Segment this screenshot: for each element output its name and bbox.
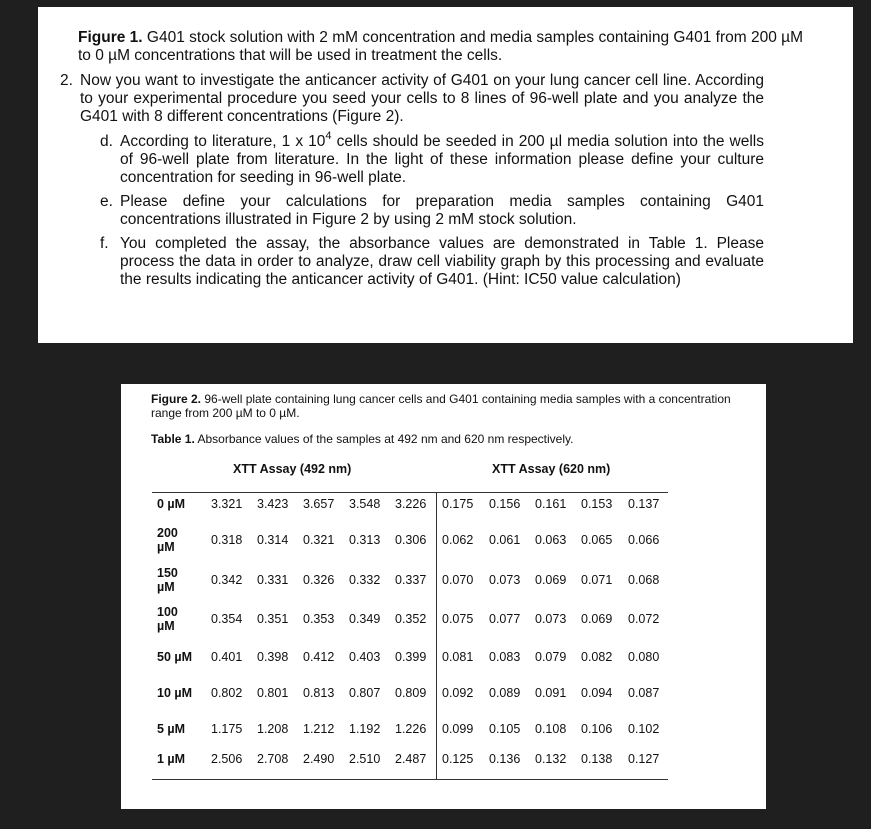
- cell-620: 0.073: [535, 612, 567, 626]
- figure2-text: 96-well plate containing lung cancer cells and G401 containing media samples with a concentration range from 200 µM to 0 µM.: [151, 392, 731, 420]
- cell-492: 0.306: [395, 533, 427, 547]
- table-row: [121, 721, 766, 751]
- table-row: [121, 496, 766, 526]
- row-label: 150 µM: [157, 566, 178, 594]
- cell-620: 0.106: [581, 722, 613, 736]
- cell-492: 3.548: [349, 497, 381, 511]
- figure2-label: Figure 2.: [151, 392, 202, 406]
- cell-620: 0.071: [581, 573, 613, 587]
- cell-492: 0.326: [303, 573, 335, 587]
- cell-620: 0.156: [489, 497, 521, 511]
- cell-492: 0.412: [303, 650, 335, 664]
- cell-620: 0.070: [442, 573, 474, 587]
- cell-492: 0.807: [349, 686, 381, 700]
- question-2-text: Now you want to investigate the anticancer activity of G401 on your lung cancer cell line. According to your experimental procedure you seed your cells to 8 lines of 96-well plate and you analyze the G401 with 8 different concentrations (Figure 2).: [80, 72, 764, 125]
- row-label: 100 µM: [157, 605, 178, 633]
- cell-492: 2.490: [303, 752, 335, 766]
- cell-620: 0.153: [581, 497, 613, 511]
- cell-492: 0.354: [211, 612, 243, 626]
- table-row: [121, 751, 766, 781]
- row-label: 10 µM: [157, 686, 192, 700]
- cell-492: 0.353: [303, 612, 335, 626]
- question-2: [60, 72, 764, 126]
- question-e-letter: e.: [100, 193, 113, 210]
- table1-caption: [151, 432, 573, 446]
- cell-492: 0.332: [349, 573, 381, 587]
- cell-620: 0.075: [442, 612, 474, 626]
- cell-492: 1.192: [349, 722, 381, 736]
- cell-492: 3.226: [395, 497, 427, 511]
- cell-620: 0.083: [489, 650, 521, 664]
- cell-492: 0.313: [349, 533, 381, 547]
- cell-620: 0.081: [442, 650, 474, 664]
- question-e-text: Please define your calculations for preparation media samples containing G401 concentrations illustrated in Figure 2 by using 2 mM stock solution.: [120, 193, 764, 228]
- table-row: [121, 566, 766, 602]
- figure2-caption: [151, 392, 741, 420]
- table1-label: Table 1.: [151, 432, 195, 446]
- figure1-caption: [78, 29, 803, 65]
- cell-620: 0.079: [535, 650, 567, 664]
- cell-492: 0.337: [395, 573, 427, 587]
- cell-492: 0.351: [257, 612, 289, 626]
- cell-492: 0.399: [395, 650, 427, 664]
- cell-620: 0.063: [535, 533, 567, 547]
- question-f: [100, 235, 764, 289]
- cell-620: 0.080: [628, 650, 660, 664]
- question-f-text: You completed the assay, the absorbance values are demonstrated in Table 1. Please process the data in order to analyze, draw cell viability graph by this processing and evaluate the results indicating the anticancer activity of G401. (Hint: IC50 value calculation): [120, 235, 764, 288]
- table-top-rule: [152, 492, 668, 493]
- table-row: [121, 649, 766, 679]
- table1-caption-text: Absorbance values of the samples at 492 nm and 620 nm respectively.: [194, 432, 574, 446]
- question-d-text-before: According to literature, 1 x 10: [120, 133, 326, 150]
- cell-492: 1.208: [257, 722, 289, 736]
- cell-620: 0.125: [442, 752, 474, 766]
- row-label: 200 µM: [157, 526, 178, 554]
- figure1-text: G401 stock solution with 2 mM concentration and media samples containing G401 from 200 µM to 0 µM concentrations that will be used in treatment the cells.: [78, 29, 803, 64]
- cell-620: 0.094: [581, 686, 613, 700]
- cell-492: 2.510: [349, 752, 381, 766]
- row-label: 50 µM: [157, 650, 192, 664]
- table-panel: [121, 384, 766, 809]
- table-row: [121, 526, 766, 562]
- cell-620: 0.099: [442, 722, 474, 736]
- cell-620: 0.069: [581, 612, 613, 626]
- cell-620: 0.065: [581, 533, 613, 547]
- cell-620: 0.108: [535, 722, 567, 736]
- table-row: [121, 685, 766, 715]
- cell-492: 1.226: [395, 722, 427, 736]
- cell-492: 0.403: [349, 650, 381, 664]
- cell-620: 0.082: [581, 650, 613, 664]
- cell-492: 0.331: [257, 573, 289, 587]
- cell-620: 0.089: [489, 686, 521, 700]
- cell-492: 1.212: [303, 722, 335, 736]
- row-label: 5 µM: [157, 722, 186, 736]
- cell-492: 0.342: [211, 573, 243, 587]
- question-d-superscript: 4: [325, 130, 332, 142]
- cell-620: 0.091: [535, 686, 567, 700]
- cell-620: 0.137: [628, 497, 660, 511]
- cell-620: 0.077: [489, 612, 521, 626]
- cell-492: 2.708: [257, 752, 289, 766]
- cell-492: 0.802: [211, 686, 243, 700]
- cell-620: 0.105: [489, 722, 521, 736]
- cell-620: 0.072: [628, 612, 660, 626]
- cell-492: 3.321: [211, 497, 243, 511]
- figure1-label: Figure 1.: [78, 29, 143, 46]
- row-label: 1 µM: [157, 752, 186, 766]
- cell-620: 0.132: [535, 752, 567, 766]
- cell-620: 0.092: [442, 686, 474, 700]
- cell-620: 0.061: [489, 533, 521, 547]
- header-xtt-620: XTT Assay (620 nm): [492, 462, 611, 476]
- cell-620: 0.136: [489, 752, 521, 766]
- cell-492: 0.321: [303, 533, 335, 547]
- cell-492: 2.506: [211, 752, 243, 766]
- cell-492: 0.318: [211, 533, 243, 547]
- cell-492: 0.809: [395, 686, 427, 700]
- cell-492: 0.398: [257, 650, 289, 664]
- cell-620: 0.087: [628, 686, 660, 700]
- cell-620: 0.062: [442, 533, 474, 547]
- header-xtt-492: XTT Assay (492 nm): [233, 462, 352, 476]
- question-f-letter: f.: [100, 235, 109, 252]
- question-d-text-after: cells should be seeded in 200 µl media solution into the wells of 96-well plate from literature. In the light of these information please define your culture concentration for seeding in 96-well plate.: [120, 133, 765, 186]
- question-d: [100, 130, 765, 187]
- cell-492: 3.423: [257, 497, 289, 511]
- cell-492: 0.352: [395, 612, 427, 626]
- cell-492: 0.813: [303, 686, 335, 700]
- cell-492: 0.401: [211, 650, 243, 664]
- table-row: [121, 605, 766, 641]
- cell-492: 3.657: [303, 497, 335, 511]
- cell-620: 0.066: [628, 533, 660, 547]
- cell-620: 0.073: [489, 573, 521, 587]
- cell-492: 0.349: [349, 612, 381, 626]
- row-label: 0 µM: [157, 497, 186, 511]
- question-d-letter: d.: [100, 133, 113, 150]
- cell-620: 0.069: [535, 573, 567, 587]
- cell-620: 0.102: [628, 722, 660, 736]
- cell-492: 1.175: [211, 722, 243, 736]
- cell-620: 0.068: [628, 573, 660, 587]
- cell-492: 2.487: [395, 752, 427, 766]
- question-2-number: 2.: [60, 72, 73, 89]
- cell-492: 0.801: [257, 686, 289, 700]
- cell-620: 0.175: [442, 497, 474, 511]
- cell-492: 0.314: [257, 533, 289, 547]
- cell-620: 0.138: [581, 752, 613, 766]
- cell-620: 0.161: [535, 497, 567, 511]
- question-e: [100, 193, 764, 229]
- cell-620: 0.127: [628, 752, 660, 766]
